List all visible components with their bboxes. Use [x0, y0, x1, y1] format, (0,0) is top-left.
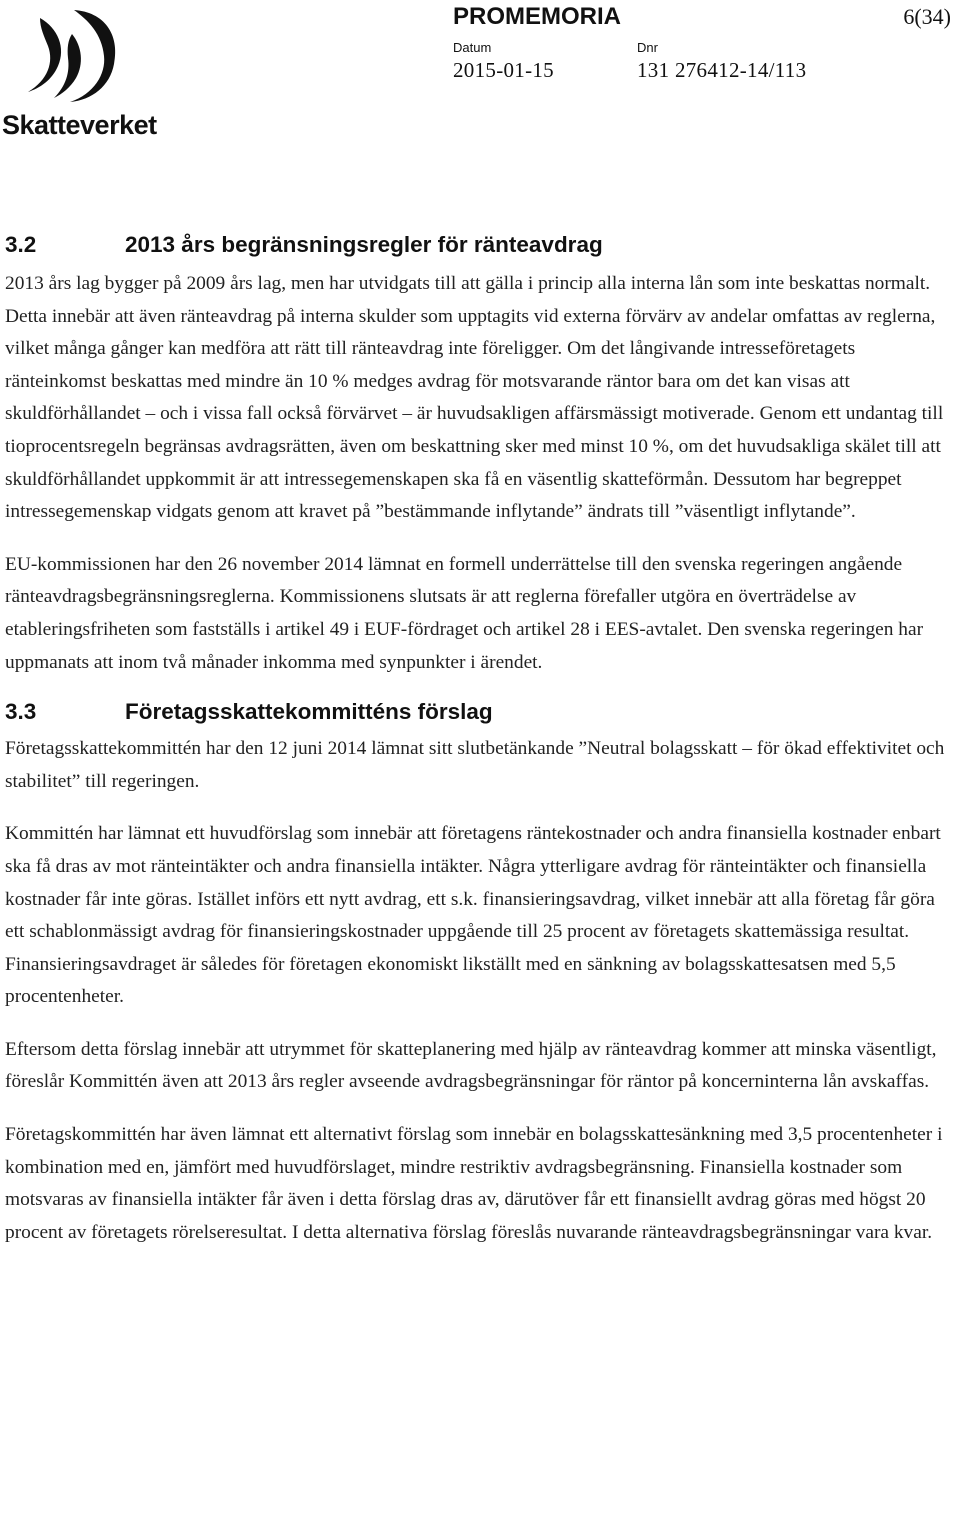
- paragraph: Eftersom detta förslag innebär att utrymmet för skatteplanering med hjälp av ränteavdrag kommer att minska väsentligt, föreslår Kommittén även att 2013 års regler avseende avdragsbegränsningar för räntor på koncerninterna lån avskaffas.: [5, 1038, 937, 1093]
- section-heading-3-2: [5, 228, 955, 262]
- section-heading-3-3: [5, 695, 955, 729]
- logo-wordmark: Skatteverket: [2, 110, 157, 140]
- document-type: PROMEMORIA: [453, 3, 621, 30]
- paragraph: Företagskommittén har även lämnat ett alternativt förslag som innebär en bolagsskattesänkning med 3,5 procentenheter i kombination med en, jämfört med huvudförslaget, mindre restriktiv avdragsbegränsning. Finansiella kostnader som motsvaras av finansiella intäkter får även i detta förslag dras av, därutöver får ett finansiellt avdrag göras med högst 20 procent av företagets rörelseresultat. I detta alternativa förslag föreslås nuvarande ränteavdragsbegränsningar vara kvar.: [5, 1124, 943, 1243]
- section-title: Företagsskattekommitténs förslag: [125, 699, 493, 725]
- paragraph: 2013 års lag bygger på 2009 års lag, men har utvidgats till att gälla i princip alla interna lån som inte beskattas normalt. Detta innebär att även ränteavdrag på interna skulder som upptagits vid externa förvärv av andelar omfattas av reglerna, vilket många gånger kan medföra att rätt till ränteavdrag inte föreligger. Om det långivande intresseföretagets ränteinkomst beskattas med mindre än 10 % medges avdrag för motsvarande räntor bara om det kan visas att skuldförhållandet – och i vissa fall också förvärvet – är huvudsakligen affärsmässigt motiverade. Genom ett undantag till tioprocentsregeln begränsas avdragsrätten, även om beskattning sker med minst 10 %, om det huvudsakliga skälet till att skuldförhållandet uppkommit är att intressegemenskapen ska få en väsentlig skatteförmån. Dessutom har begreppet intressegemenskap vidgats genom att kravet på ”bestämmande inflytande” ändrats till ”väsentligt inflytande”.: [5, 273, 944, 523]
- paragraph: EU-kommissionen har den 26 november 2014 lämnat en formell underrättelse till den svenska regeringen angående ränteavdragsbegränsningsreglerna. Kommissionens slutsats är att reglerna förefaller utgöra en överträdelse av etableringsfriheten som fastställs i artikel 49 i EUF-fördraget och artikel 28 i EES-avtalet. Den svenska regeringen har uppmanats att inom två månader inkomma med synpunkter i ärendet.: [5, 553, 924, 673]
- section-number: 3.2: [5, 232, 37, 257]
- paragraph: Kommittén har lämnat ett huvudförslag som innebär att företagens räntekostnader och andra finansiella kostnader enbart ska få dras av mot ränteintäkter och andra finansiella intäkter. Några ytterligare avdrag för ränteintäkter och finansiella kostnader får inte göras. Istället införs ett nytt avdrag, ett s.k. finansieringsavdrag, vilket innebär att alla företag får göra ett schablonmässigt avdrag för finansieringskostnader uppgående till 25 procent av företagets skattemässiga resultat. Finansieringsavdraget är således för företagen ekonomiskt likställt med en sänkning av bolagsskattesatsen med 5,5 procentenheter.: [5, 823, 941, 1008]
- section-number: 3.3: [5, 699, 37, 725]
- dnr-label: Dnr: [637, 40, 658, 55]
- crown-emblem-icon: [18, 4, 130, 106]
- skatteverket-logo: [0, 0, 158, 145]
- page-number: 6(34): [903, 4, 951, 29]
- dnr-value: 131 276412-14/113: [637, 58, 807, 82]
- date-value: 2015-01-15: [453, 58, 554, 82]
- date-label: Datum: [453, 40, 492, 55]
- section-title: 2013 års begränsningsregler för ränteavdrag: [125, 232, 603, 257]
- paragraph: Företagsskattekommittén har den 12 juni 2014 lämnat sitt slutbetänkande ”Neutral bolagsskatt – för ökad effektivitet och stabilitet” till regeringen.: [5, 738, 945, 792]
- document-body: [5, 228, 955, 1249]
